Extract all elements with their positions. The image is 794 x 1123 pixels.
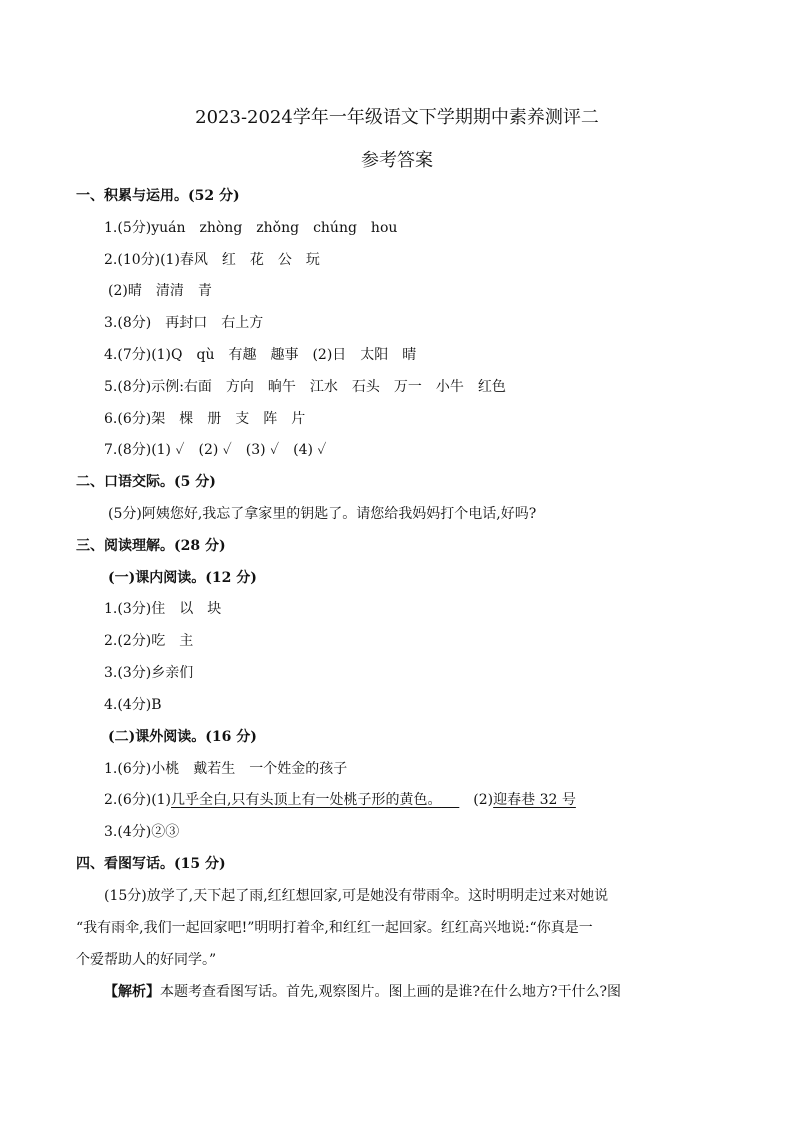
section-1-heading: 一、积累与运用。(52 分) [76, 188, 240, 204]
s1-answer-5: 5.(8分)示例:右面 方向 晌午 江水 石头 万一 小牛 红色 [104, 379, 506, 395]
s3-answer-a3: 3.(3分)乡亲们 [104, 665, 194, 681]
analysis-text: 本题考查看图写话。首先,观察图片。图上画的是谁?在什么地方?干什么?图 [160, 984, 621, 1000]
s3-b2-underlined-2: 迎春巷 32 号 [493, 792, 576, 808]
s1-answer-3: 3.(8分) 再封口 右上方 [104, 315, 264, 331]
section-3-heading: 三、阅读理解。(28 分) [76, 538, 226, 554]
s1-answer-2a: 2.(10分)(1)春风 红 花 公 玩 [104, 252, 320, 268]
s3-answer-b3: 3.(4分)②③ [104, 824, 180, 840]
s3-b2-underline-tail [441, 792, 459, 808]
section-3-sub-1: (一)课内阅读。(12 分) [108, 570, 257, 586]
s4-answer-line-2: “我有雨伞,我们一起回家吧!”明明打着伞,和红红一起回家。红红高兴地说:“你真是一 [76, 920, 593, 936]
s4-answer-line-3: 个爱帮助人的好同学。” [76, 952, 217, 968]
s3-b2-prefix: 2.(6分)(1) [104, 792, 172, 808]
page-subtitle: 参考答案 [361, 150, 433, 171]
s3-b2-underlined-1: 几乎全白,只有头顶上有一处桃子形的黄色。 [171, 792, 442, 808]
section-3-sub-2: (二)课外阅读。(16 分) [108, 729, 257, 745]
s1-answer-4: 4.(7分)(1)Q qù 有趣 趣事 (2)日 太阳 晴 [104, 347, 417, 363]
section-4-heading: 四、看图写话。(15 分) [76, 856, 226, 872]
s1-answer-7: 7.(8分)(1) ✓ (2) ✓ (3) ✓ (4) ✓ [104, 442, 327, 458]
s2-answer: (5分)阿姨您好,我忘了拿家里的钥匙了。请您给我妈妈打个电话,好吗? [108, 506, 537, 522]
s3-answer-b1: 1.(6分)小桃 戴若生 一个姓金的孩子 [104, 761, 348, 777]
section-2-heading: 二、口语交际。(5 分) [76, 474, 216, 490]
s4-answer-line-1: (15分)放学了,天下起了雨,红红想回家,可是她没有带雨伞。这时明明走过来对她说 [104, 888, 609, 904]
s3-b2-mid: (2) [473, 792, 494, 808]
s4-analysis [104, 982, 621, 1002]
s1-answer-6: 6.(6分)架 棵 册 支 阵 片 [104, 411, 306, 427]
s3-answer-a4: 4.(4分)B [104, 697, 162, 713]
page-title: 2023-2024学年一年级语文下学期期中素养测评二 [195, 107, 599, 128]
s3-answer-a1: 1.(3分)住 以 块 [104, 601, 222, 617]
analysis-label: 【解析】 [104, 984, 160, 1000]
s1-answer-1: 1.(5分)yuán zhòng zhǒng chúng hou [104, 220, 398, 236]
s3-answer-a2: 2.(2分)吃 主 [104, 633, 194, 649]
s1-answer-2b: (2)晴 清清 青 [108, 283, 212, 299]
s3-answer-b2 [104, 790, 576, 810]
